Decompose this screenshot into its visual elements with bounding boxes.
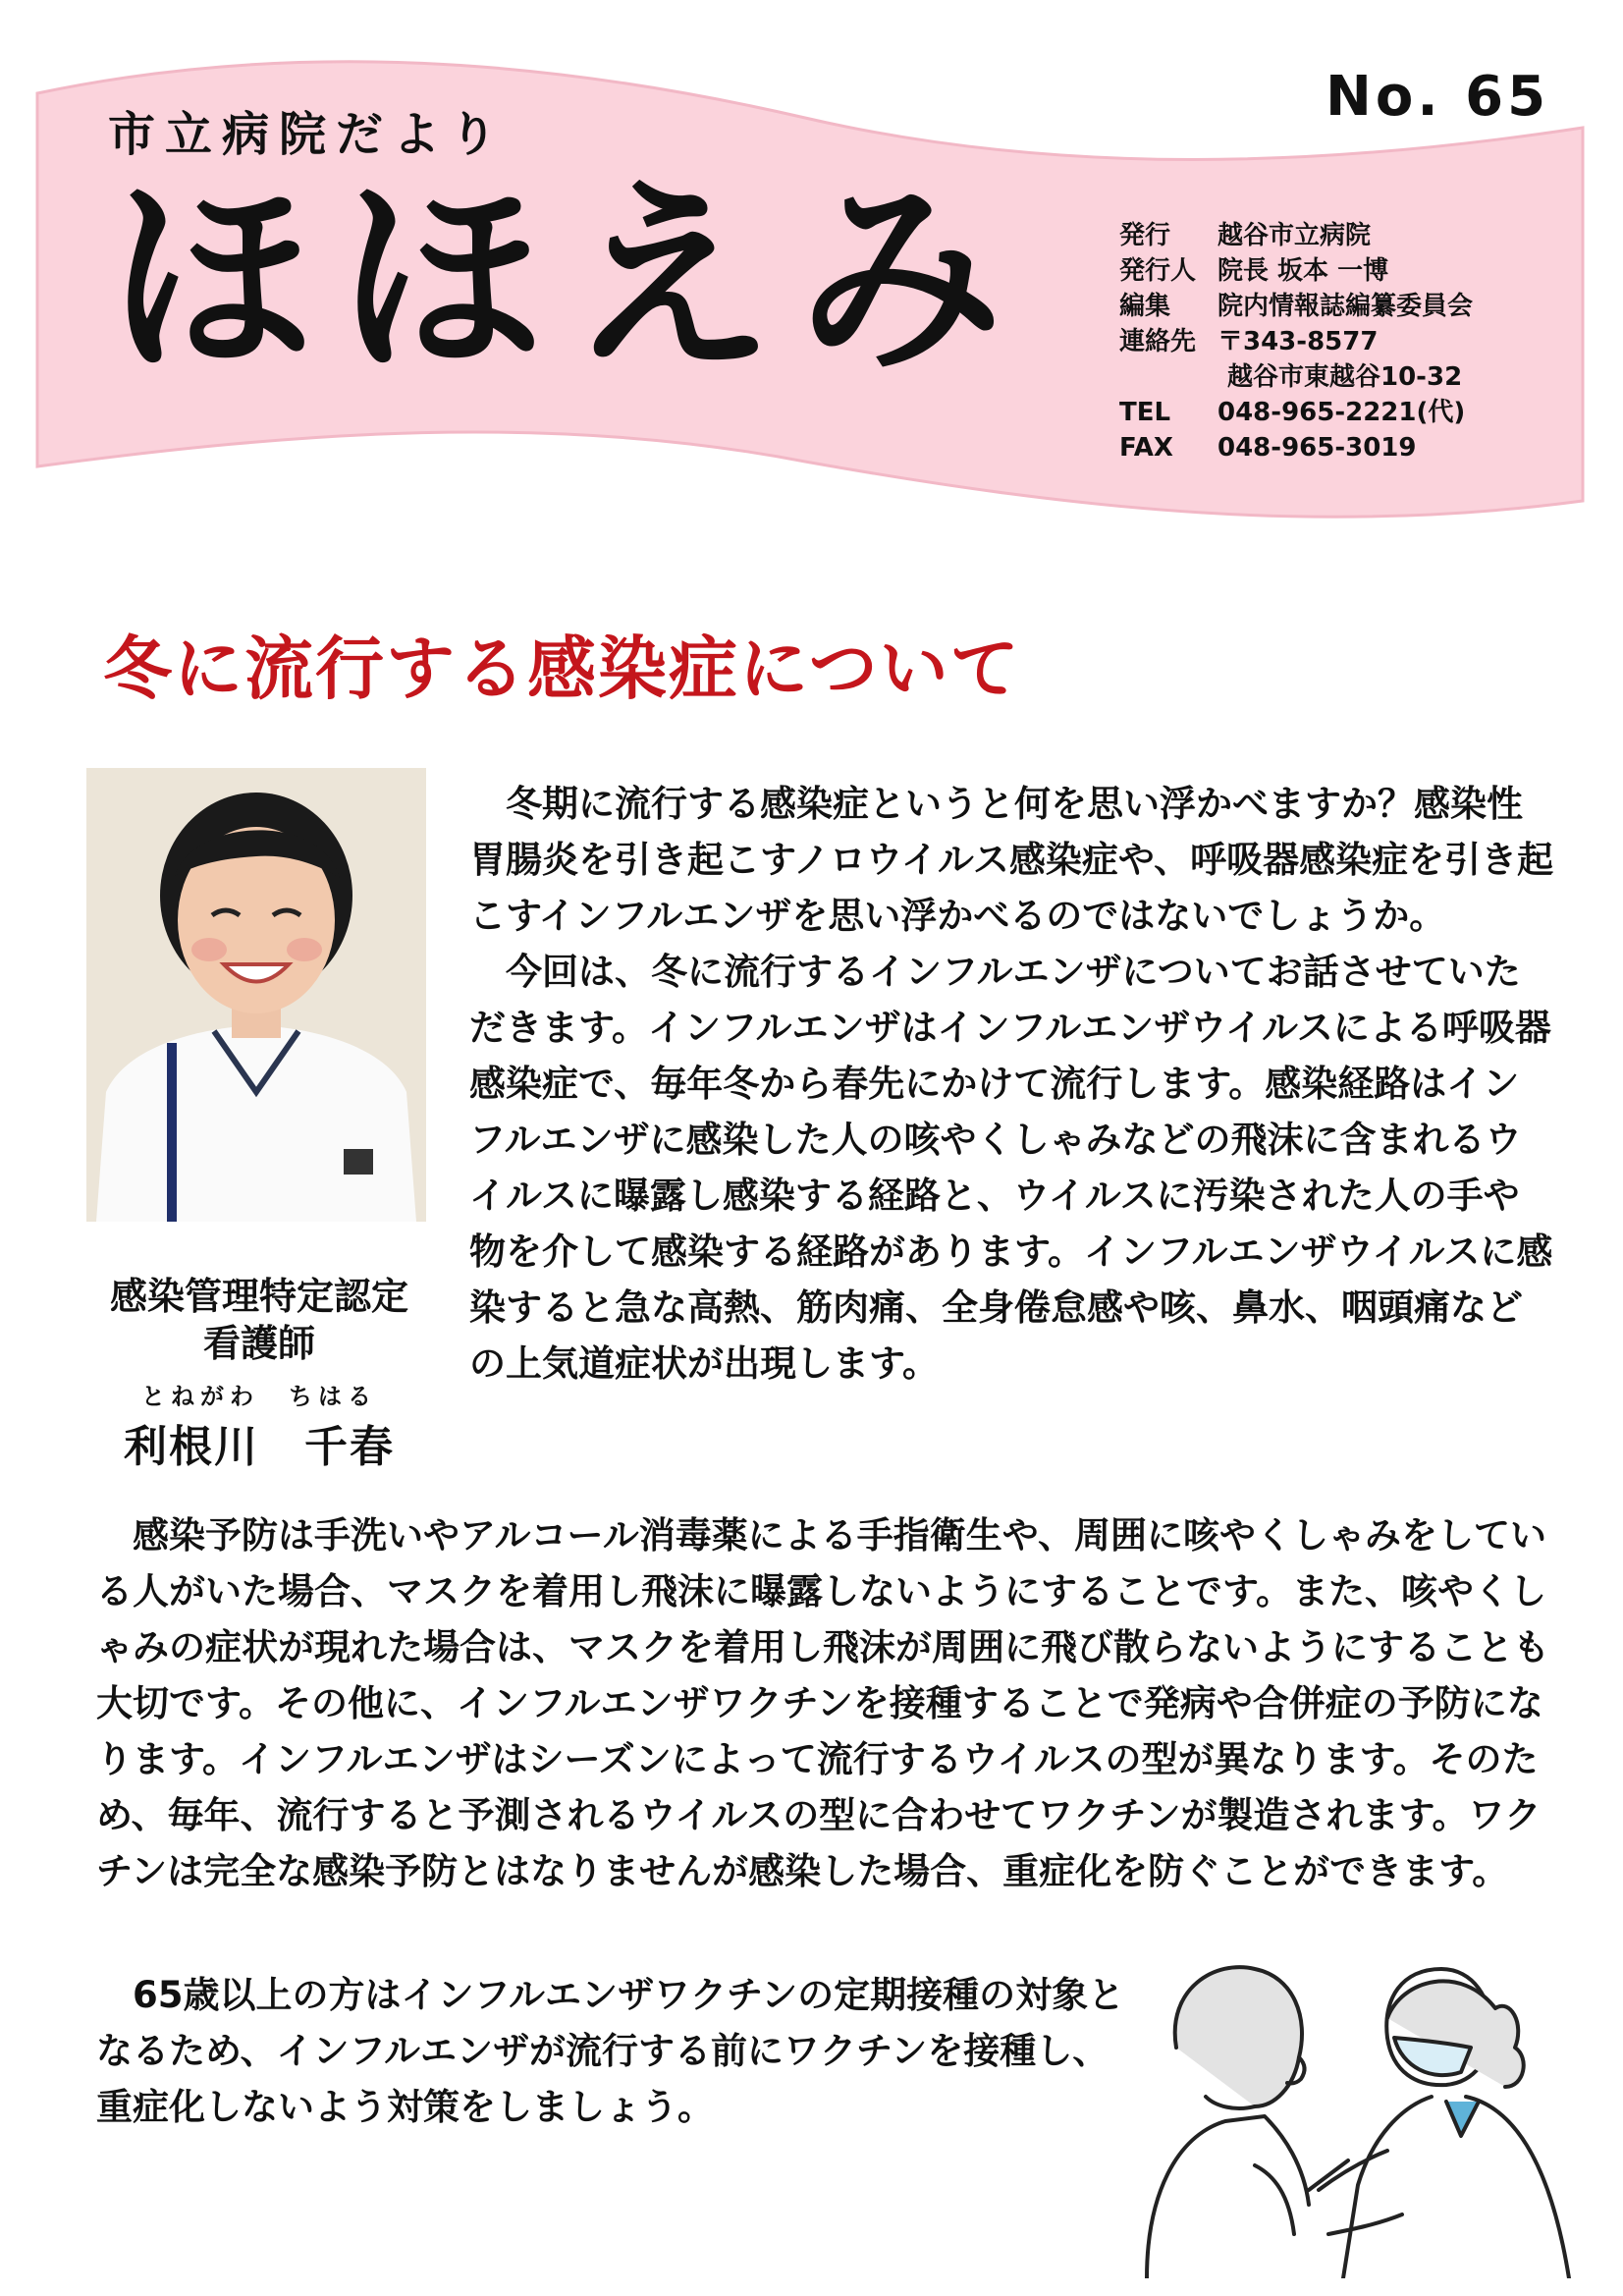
colophon-row: 発行 越谷市立病院 <box>1119 221 1372 250</box>
colophon-row: TEL 048-965-2221(代) <box>1119 398 1466 427</box>
colophon-row: 編集 院内情報誌編纂委員会 <box>1119 292 1474 321</box>
author-name: 利根川 千春 <box>124 1422 395 1472</box>
series-title: 市立病院だより <box>108 107 508 162</box>
paragraph: 65歳以上の方はインフルエンザワクチンの定期接種の対象となるため、インフルエンザが流行する前にワクチンを接種し、重症化しないよう対策をしましょう。 <box>96 1974 1125 2128</box>
article-body-full <box>96 1507 1559 1899</box>
article-column-right <box>469 776 1554 1392</box>
paragraph: 感染予防は手洗いやアルコール消毒薬による手指衛生や、周囲に咳やくしゃみをしている人がいた場合、マスクを着用し飛沫に曝露しないようにすることです。また、咳やくしゃみの症状が現れた場合は、マスクを着用し飛沫が周囲に飛び散らないようにすることも大切です。その他に、インフルエンザワクチンを接種することで発病や合併症の予防になります。インフルエンザはシーズンによって流行するウイルスの型が異なります。そのため、毎年、流行すると予測されるウイルスの型に合わせてワクチンが製造されます。ワクチンは完全な感染予防とはなりませんが感染した場合、重症化を防ぐことができます。 <box>96 1514 1549 1892</box>
author-role-title: 看護師 <box>202 1322 315 1365</box>
article-headline: 冬に流行する感染症について <box>103 629 1021 709</box>
colophon-row: 発行人 院長 坂本 一博 <box>1119 256 1389 286</box>
colophon-row: 連絡先 〒343-8577 <box>1119 327 1379 356</box>
author-photo <box>86 768 426 1222</box>
colophon-row: FAX 048-965-3019 <box>1119 433 1417 463</box>
paragraph: 今回は、冬に流行するインフルエンザについてお話させていただきます。インフルエンザはインフルエンザウイルスによる呼吸器感染症で、毎年冬から春先にかけて流行します。感染経路はインフルエンザに感染した人の咳やくしゃみなどの飛沫に含まれるウイルスに曝露し感染する経路と、ウイルスに汚染された人の手や物を介して感染する経路があります。インフルエンザウイルスに感染すると急な高熱、筋肉痛、全身倦怠感や咳、鼻水、咽頭痛などの上気道症状が出現します。 <box>469 951 1553 1385</box>
colophon <box>1119 218 1473 465</box>
issue-number: No. 65 <box>1325 65 1550 129</box>
paragraph: 冬期に流行する感染症というと何を思い浮かべますか？感染性胃腸炎を引き起こすノロウイルス感染症や、呼吸器感染症を引き起こすインフルエンザを思い浮かべるのではないでしょうか。 <box>469 783 1554 937</box>
author-name-ruby: とねがわ ちはる <box>141 1383 377 1410</box>
vaccination-illustration <box>1108 1940 1598 2278</box>
author-caption <box>82 1273 436 1474</box>
newsletter-title: ほほえみ <box>108 159 1028 400</box>
article-body-tail <box>96 1967 1127 2135</box>
author-role: 感染管理特定認定 <box>109 1275 408 1318</box>
colophon-row: 越谷市東越谷10-32 <box>1227 362 1463 392</box>
